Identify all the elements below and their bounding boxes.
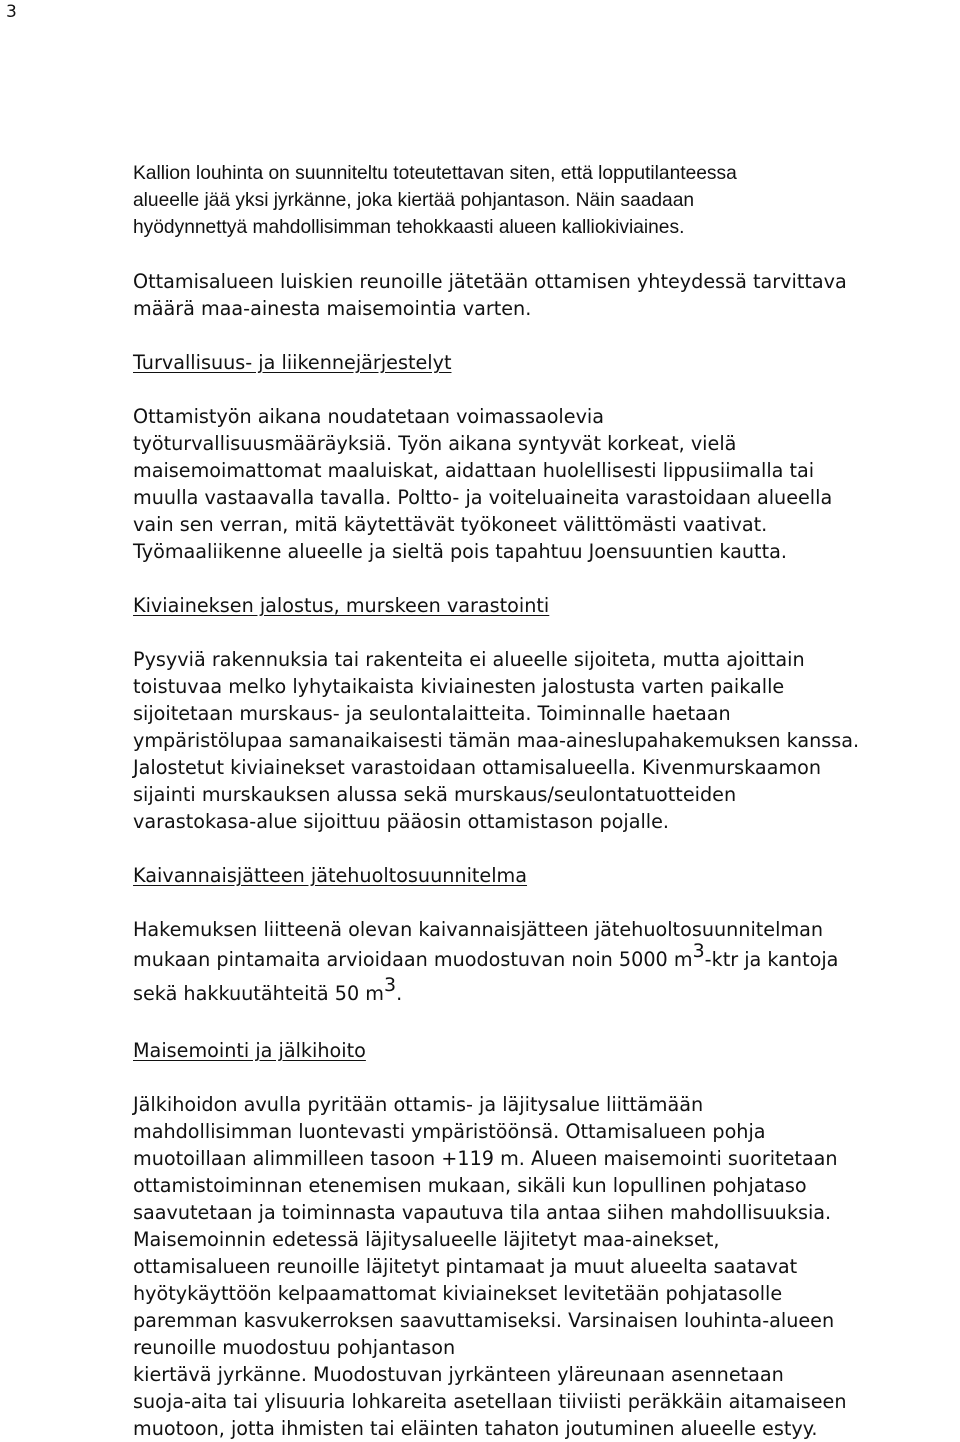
text-line: Pysyviä rakennuksia tai rakenteita ei alueelle sijoiteta, mutta ajoittain xyxy=(133,648,805,671)
text-line: vain sen verran, mitä käytettävät työkoneet välittömästi vaativat. xyxy=(133,513,768,536)
paragraph-jalostus xyxy=(133,646,955,835)
text-line: alueelle jää yksi jyrkänne, joka kiertää pohjantason. Näin saadaan xyxy=(133,190,695,211)
text-line: Maisemoinnin edetessä läjitysalueelle läjitetyt maa-ainekset, xyxy=(133,1228,720,1251)
text-line: Työmaaliikenne alueelle ja sieltä pois tapahtuu Joensuuntien kautta. xyxy=(133,540,787,563)
paragraph-luiskat xyxy=(133,268,955,322)
paragraph-louhinta xyxy=(133,160,955,241)
text-line: suoja-aita tai ylisuuria lohkareita asetellaan tiiviisti peräkkäin aitamaiseen xyxy=(133,1390,847,1413)
text-line: varastokasa-alue sijoittuu pääosin ottamistason pojalle. xyxy=(133,810,670,833)
text-segment: -ktr ja kantoja xyxy=(704,948,839,971)
text-segment: mukaan pintamaita arvioidaan muodostuvan noin 5000 m xyxy=(133,948,693,971)
document-body xyxy=(133,160,955,1442)
section-heading-jalostus: Kiviaineksen jalostus, murskeen varastointi xyxy=(133,594,550,617)
section-heading-jatehuolto: Kaivannaisjätteen jätehuoltosuunnitelma xyxy=(133,864,528,887)
text-line: muotoillaan alimmilleen tasoon +119 m. Alueen maisemointi suoritetaan xyxy=(133,1147,838,1170)
text-segment: . xyxy=(396,982,403,1005)
text-line: ympäristölupaa samanaikaisesti tämän maa-aineslupahakemuksen kanssa. xyxy=(133,729,860,752)
text-line: sijoitetaan murskaus- ja seulontalaitteita. Toiminnalle haetaan xyxy=(133,702,731,725)
text-line: hyödynnettyä mahdollisimman tehokkaasti alueen kalliokiviaines. xyxy=(133,217,685,238)
paragraph-jatehuolto xyxy=(133,916,955,1011)
paragraph-turvallisuus xyxy=(133,403,955,565)
text-line: muotoon, jotta ihmisten tai eläinten tahaton joutuminen alueelle estyy. xyxy=(133,1417,818,1440)
text-line: toistuvaa melko lyhytaikaista kiviainesten jalostusta varten paikalle xyxy=(133,675,785,698)
text-line xyxy=(133,974,955,1011)
superscript: 3 xyxy=(692,940,705,962)
text-line: maisemoimattomat maaluiskat, aidattaan huolellisesti lippusiimalla tai xyxy=(133,459,815,482)
text-line: saavutetaan ja toiminnasta vapautuva tila antaa siihen mahdollisuuksia. xyxy=(133,1201,832,1224)
text-line: mahdollisimman luontevasti ympäristöönsä. Ottamisalueen pohja xyxy=(133,1120,766,1143)
text-segment: sekä hakkuutähteitä 50 m xyxy=(133,982,384,1005)
page-number: 3 xyxy=(6,2,17,22)
text-line: Ottamisalueen luiskien reunoille jätetään ottamisen yhteydessä tarvittava xyxy=(133,270,847,293)
paragraph-maisemointi xyxy=(133,1091,955,1442)
text-line: Ottamistyön aikana noudatetaan voimassaolevia xyxy=(133,405,605,428)
text-line: Jälkihoidon avulla pyritään ottamis- ja läjitysalue liittämään xyxy=(133,1093,704,1116)
text-line: Kallion louhinta on suunniteltu toteutettavan siten, että lopputilanteessa xyxy=(133,163,737,184)
superscript: 3 xyxy=(384,974,397,996)
text-line: reunoille muodostuu pohjantason xyxy=(133,1336,456,1359)
text-line: työturvallisuusmääräyksiä. Työn aikana syntyvät korkeat, vielä xyxy=(133,432,737,455)
section-heading-maisemointi: Maisemointi ja jälkihoito xyxy=(133,1039,366,1062)
text-line: ottamistoiminnan etenemisen mukaan, sikäli kun lopullinen pohjataso xyxy=(133,1174,807,1197)
text-line: muulla vastaavalla tavalla. Poltto- ja voiteluaineita varastoidaan alueella xyxy=(133,486,833,509)
section-heading-turvallisuus: Turvallisuus- ja liikennejärjestelyt xyxy=(133,351,452,374)
text-line: sijainti murskauksen alussa sekä murskaus/seulontatuotteiden xyxy=(133,783,737,806)
text-line: Hakemuksen liitteenä olevan kaivannaisjätteen jätehuoltosuunnitelman xyxy=(133,918,824,941)
text-line: ottamisalueen reunoille läjitetyt pintamaat ja muut alueelta saatavat xyxy=(133,1255,798,1278)
text-line: paremman kasvukerroksen saavuttamiseksi. Varsinaisen louhinta-alueen xyxy=(133,1309,835,1332)
text-line: hyötykäyttöön kelpaamattomat kiviainekset levitetään pohjatasolle xyxy=(133,1282,783,1305)
text-line: Jalostetut kiviainekset varastoidaan ottamisalueella. Kivenmurskaamon xyxy=(133,756,822,779)
text-line xyxy=(133,940,955,977)
text-line: kiertävä jyrkänne. Muodostuvan jyrkänteen yläreunaan asennetaan xyxy=(133,1363,784,1386)
text-line: määrä maa-ainesta maisemointia varten. xyxy=(133,297,532,320)
